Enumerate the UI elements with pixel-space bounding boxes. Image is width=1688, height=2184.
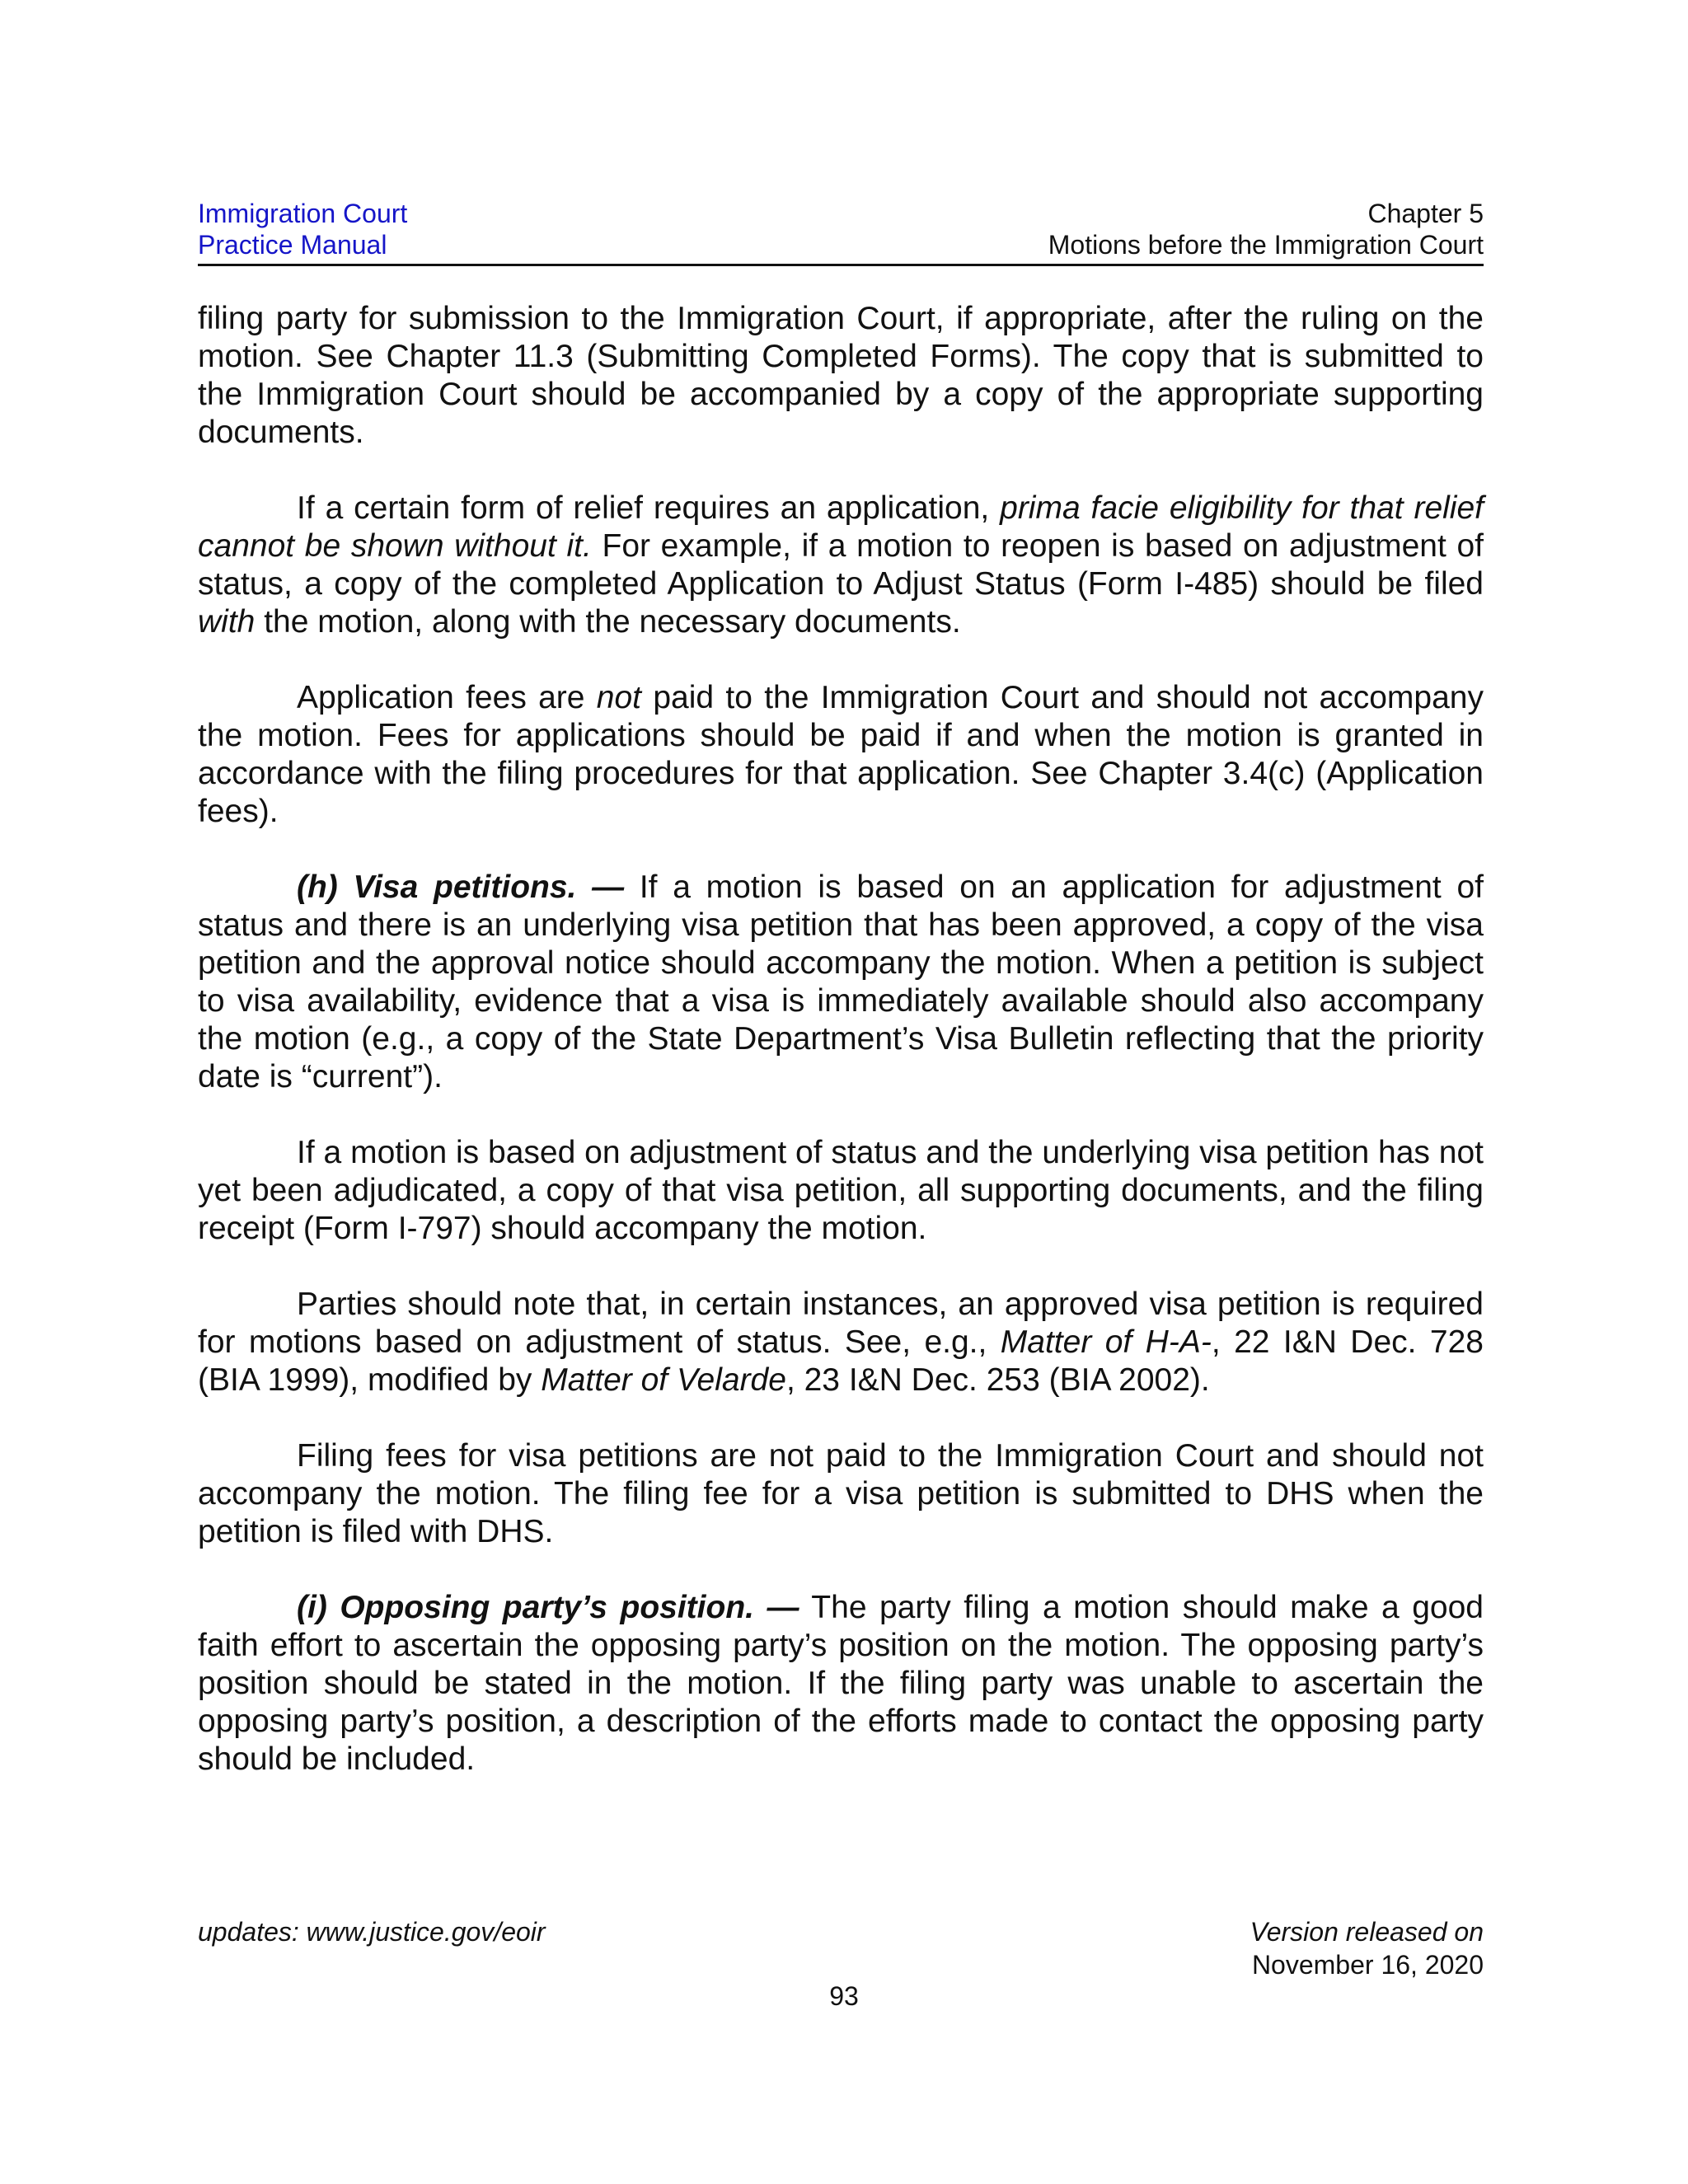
italic-text: with xyxy=(198,604,256,640)
header-court-name: Immigration Court xyxy=(198,199,408,228)
section-heading-opposing-party: (i) Opposing party’s position. — xyxy=(297,1590,799,1625)
paragraph-text: Parties should note that, in certain instances, an approved visa petition is required for motions based on adjustment of status. See, e.g., xyxy=(198,1286,1484,1360)
paragraph-text: the motion, along with the necessary documents. xyxy=(255,604,961,640)
paragraph-text: Filing fees for visa petitions are not paid to the Immigration Court and should not accompany the motion. The filing fee for a visa petition is submitted to DHS when the petition is filed with DHS. xyxy=(198,1438,1484,1549)
case-citation: Matter of Velarde xyxy=(541,1362,786,1398)
paragraph-filing-fees xyxy=(198,1437,1484,1551)
header-manual-name: Practice Manual xyxy=(198,230,387,260)
paragraph-visa-petitions xyxy=(198,869,1484,1096)
page-body xyxy=(198,300,1484,1816)
footer-updates: updates: www.justice.gov/eoir xyxy=(198,1917,546,1947)
paragraph-adjudication xyxy=(198,1134,1484,1248)
paragraph-text: If a motion is based on adjustment of status and the underlying visa petition has not yet been adjudicated, a copy of that visa petition, all supporting documents, and the filing receipt (Form I-797) should accompany the motion. xyxy=(198,1135,1484,1246)
header-manual-title xyxy=(198,198,407,260)
header-chapter-info xyxy=(1048,198,1484,260)
footer-version xyxy=(1250,1915,1484,1981)
paragraph-filing-party xyxy=(198,300,1484,452)
paragraph-approved-petition xyxy=(198,1286,1484,1399)
paragraph-text: , 23 I&N Dec. 253 (BIA 2002). xyxy=(785,1362,1210,1398)
paragraph-text: Application fees are xyxy=(297,680,597,715)
paragraph-text: filing party for submission to the Immigration Court, if appropriate, after the ruling on the motion. See Chapter 11.3 (Submitting Completed Forms). The copy that is submitted to the Immigration Court should be accompanied by a copy of the appropriate supporting documents. xyxy=(198,301,1484,450)
header-chapter-number: Chapter 5 xyxy=(1367,199,1484,228)
case-citation: Matter of H-A- xyxy=(1000,1324,1212,1360)
paragraph-text: If a motion is based on an application for adjustment of status and there is an underlying visa petition that has been approved, a copy of the visa petition and the approval notice should accompany the motion. When a petition is subject to visa availability, evidence that a visa is immediately available should also accompany the motion (e.g., a copy of the State Department’s Visa Bulletin reflecting that the priority date is “current”). xyxy=(198,869,1484,1094)
paragraph-opposing-party xyxy=(198,1589,1484,1779)
italic-text: not xyxy=(596,680,642,715)
paragraph-text: The party filing a motion should make a good faith effort to ascertain the opposing party’s position on the motion. The opposing party’s position should be stated in the motion. If the filing party was unable to ascertain the opposing party’s position, a description of the efforts made to contact the opposing party should be included. xyxy=(198,1590,1484,1777)
page-header xyxy=(198,198,1484,266)
header-chapter-title: Motions before the Immigration Court xyxy=(1048,230,1484,260)
paragraph-application-fees xyxy=(198,679,1484,831)
paragraph-text: , 22 I&N Dec. 728 (BIA 1999), modified by xyxy=(198,1324,1484,1398)
paragraph-text: paid to the Immigration Court and should not accompany the motion. Fees for applications should be paid if and when the motion is granted in accordance with the filing procedures for that application. See Chapter 3.4(c) (Application fees). xyxy=(198,680,1484,829)
footer-version-label: Version released on xyxy=(1250,1917,1484,1947)
page-number: 93 xyxy=(829,1981,859,2011)
paragraph-text: If a certain form of relief requires an application, xyxy=(297,490,1001,526)
footer-version-date: November 16, 2020 xyxy=(1251,1950,1484,1980)
paragraph-relief-application xyxy=(198,490,1484,641)
italic-text: prima facie eligibility for that relief cannot be shown without it. xyxy=(198,490,1484,564)
paragraph-text: For example, if a motion to reopen is based on adjustment of status, a copy of the completed Application to Adjust Status (Form I-485) should be filed xyxy=(198,528,1484,602)
section-heading-visa-petitions: (h) Visa petitions. — xyxy=(297,869,625,905)
